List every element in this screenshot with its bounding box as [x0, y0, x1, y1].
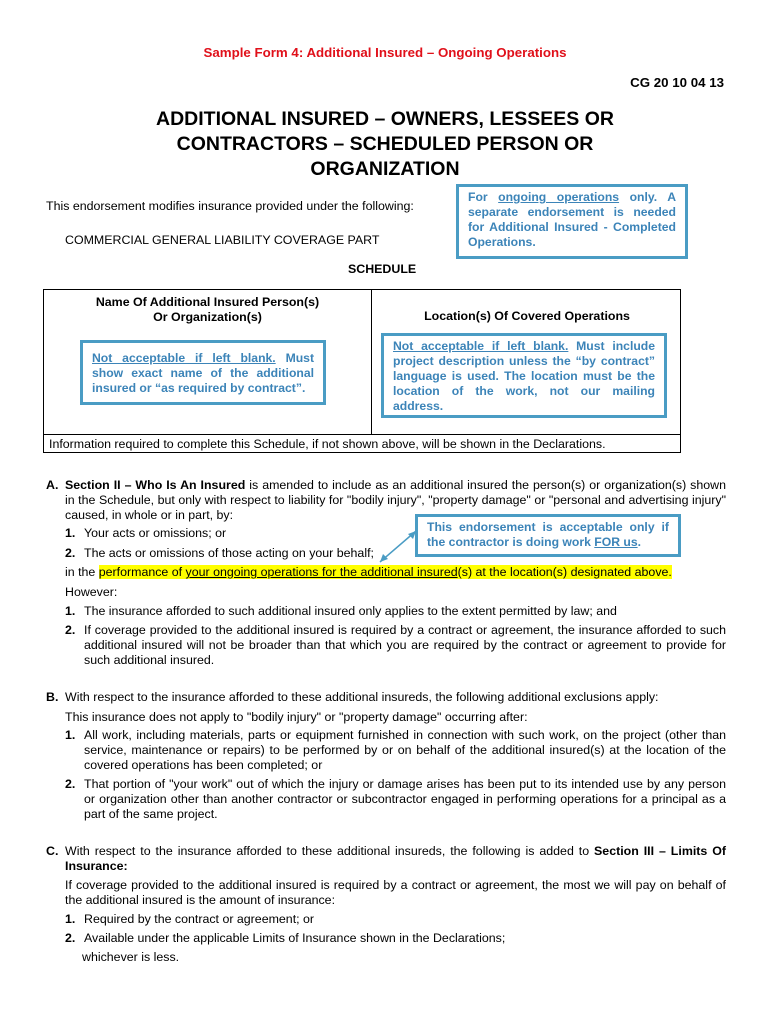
title-line-1: ADDITIONAL INSURED – OWNERS, LESSEES OR — [156, 108, 614, 130]
sample-title: Sample Form 4: Additional Insured – Ongoing Operations — [203, 45, 567, 60]
callout-ongoing-pre: For — [468, 190, 499, 204]
callout-name-underlined: Not acceptable if left blank. — [92, 351, 276, 365]
in-the: in the — [65, 565, 99, 579]
section-a-text: is amended to include as an additional insured the person(s) or organization(s) shown in the Schedule, but only with respect to liability for "bodily injury", "property damage" or "personal and advertising injury" caused, in whole or in part, by: — [65, 478, 726, 522]
section-a-bold: Section II – Who Is An Insured — [65, 478, 246, 492]
coverage-part: COMMERCIAL GENERAL LIABILITY COVERAGE PART — [65, 233, 380, 247]
section-c-sub: If coverage provided to the additional insured is required by a contract or agreement, the most we will pay on behalf of the additional insured is the amount of insurance: — [65, 878, 726, 907]
num: 2. — [65, 546, 76, 560]
schedule-footer: Information required to complete this Schedule, if not shown above, will be shown in the Declarations. — [49, 437, 606, 451]
section-b-text: With respect to the insurance afforded to these additional insureds, the following additional exclusions apply: — [65, 690, 659, 704]
section-c-bold: Section III – Limits Of Insurance: — [65, 844, 726, 873]
highlight-1: performance of — [98, 565, 186, 579]
section-a-letter: A. — [46, 478, 59, 492]
section-c-letter: C. — [46, 844, 59, 858]
section-a-item-2 — [65, 546, 374, 560]
section-c-text: With respect to the insurance afforded to these additional insureds, the following is added to — [65, 844, 595, 858]
item-text: The insurance afforded to such additional insured only applies to the extent permitted by law; and — [84, 604, 617, 618]
schedule-col2-header: Location(s) Of Covered Operations — [424, 309, 630, 323]
col1-header-line1: Name Of Additional Insured Person(s) — [95, 295, 320, 309]
callout-name-rest: Must show exact name of the additional insured or “as required by contract”. — [92, 351, 314, 395]
highlight-2: your ongoing operations for the additional insured — [185, 565, 458, 579]
callout-contractor-text: This endorsement is acceptable only if the contractor is doing work — [427, 520, 669, 549]
section-c-item-2 — [65, 931, 505, 945]
section-c — [46, 844, 726, 874]
item-text: Your acts or omissions; or — [84, 526, 227, 540]
section-b-item-2 — [65, 777, 726, 822]
num: 2. — [65, 777, 76, 791]
title-line-2: CONTRACTORS – SCHEDULED PERSON OR — [176, 133, 594, 155]
callout-name-required — [80, 340, 326, 405]
num: 1. — [65, 728, 76, 742]
section-a-item-1 — [65, 526, 226, 540]
callout-contractor-underlined: FOR us — [594, 535, 638, 549]
section-b-letter: B. — [46, 690, 59, 704]
num: 1. — [65, 604, 76, 618]
item-text: That portion of "your work" out of which the injury or damage arises has been put to its intended use by any person or organization other than another contractor or subcontractor engaged in performing operations for a principal as a part of the same project. — [84, 777, 726, 821]
section-c-item-1 — [65, 912, 314, 926]
section-a-however: However: — [65, 585, 118, 599]
callout-location-rest: Must include project description unless the “by contract” language is used. The location must be the location of the work, not our mailing address. — [393, 339, 656, 413]
title-line-3: ORGANIZATION — [310, 158, 460, 180]
callout-location-underlined: Not acceptable if left blank. — [393, 339, 569, 353]
callout-ongoing-operations — [456, 184, 688, 259]
section-a-in-the — [65, 565, 672, 579]
item-text: If coverage provided to the additional insured is required by a contract or agreement, the insurance afforded to such additional insured will not be broader than that which you are required by the contract or agreement to provide for such additional insured. — [84, 623, 726, 667]
callout-ongoing-rest: only. A separate endorsement is needed for Additional Insured - Completed Operations. — [468, 190, 676, 249]
num: 1. — [65, 912, 76, 926]
document-title — [0, 107, 770, 182]
num: 2. — [65, 931, 76, 945]
callout-contractor — [415, 514, 681, 557]
section-c-end: whichever is less. — [82, 950, 180, 964]
item-text: The acts or omissions of those acting on your behalf; — [84, 546, 374, 560]
highlight-3: (s) at the location(s) designated above. — [457, 565, 672, 579]
num: 2. — [65, 623, 76, 637]
callout-contractor-end: . — [637, 535, 641, 549]
callout-arrow — [370, 528, 420, 568]
item-text: All work, including materials, parts or equipment furnished in connection with such work, on the project (other than service, maintenance or repairs) to be performed by or on behalf of the additional insured(s) at the location of the covered operations has been completed; or — [84, 728, 726, 772]
endorsement-intro: This endorsement modifies insurance provided under the following: — [46, 199, 414, 213]
section-a-however-1 — [65, 604, 726, 619]
section-a-however-2 — [65, 623, 726, 668]
col1-header-line2: Or Organization(s) — [153, 310, 262, 324]
item-text: Available under the applicable Limits of Insurance shown in the Declarations; — [84, 931, 506, 945]
callout-location-required — [381, 333, 667, 418]
schedule-heading: SCHEDULE — [348, 262, 417, 276]
schedule-col1-header — [44, 295, 371, 325]
callout-ongoing-underlined: ongoing operations — [498, 190, 620, 204]
num: 1. — [65, 526, 76, 540]
section-b-sub: This insurance does not apply to "bodily injury" or "property damage" occurring after: — [65, 710, 528, 724]
form-number: CG 20 10 04 13 — [630, 75, 724, 90]
section-b — [46, 690, 726, 705]
schedule-footer-line — [44, 434, 680, 435]
item-text: Required by the contract or agreement; or — [84, 912, 315, 926]
section-b-item-1 — [65, 728, 726, 773]
